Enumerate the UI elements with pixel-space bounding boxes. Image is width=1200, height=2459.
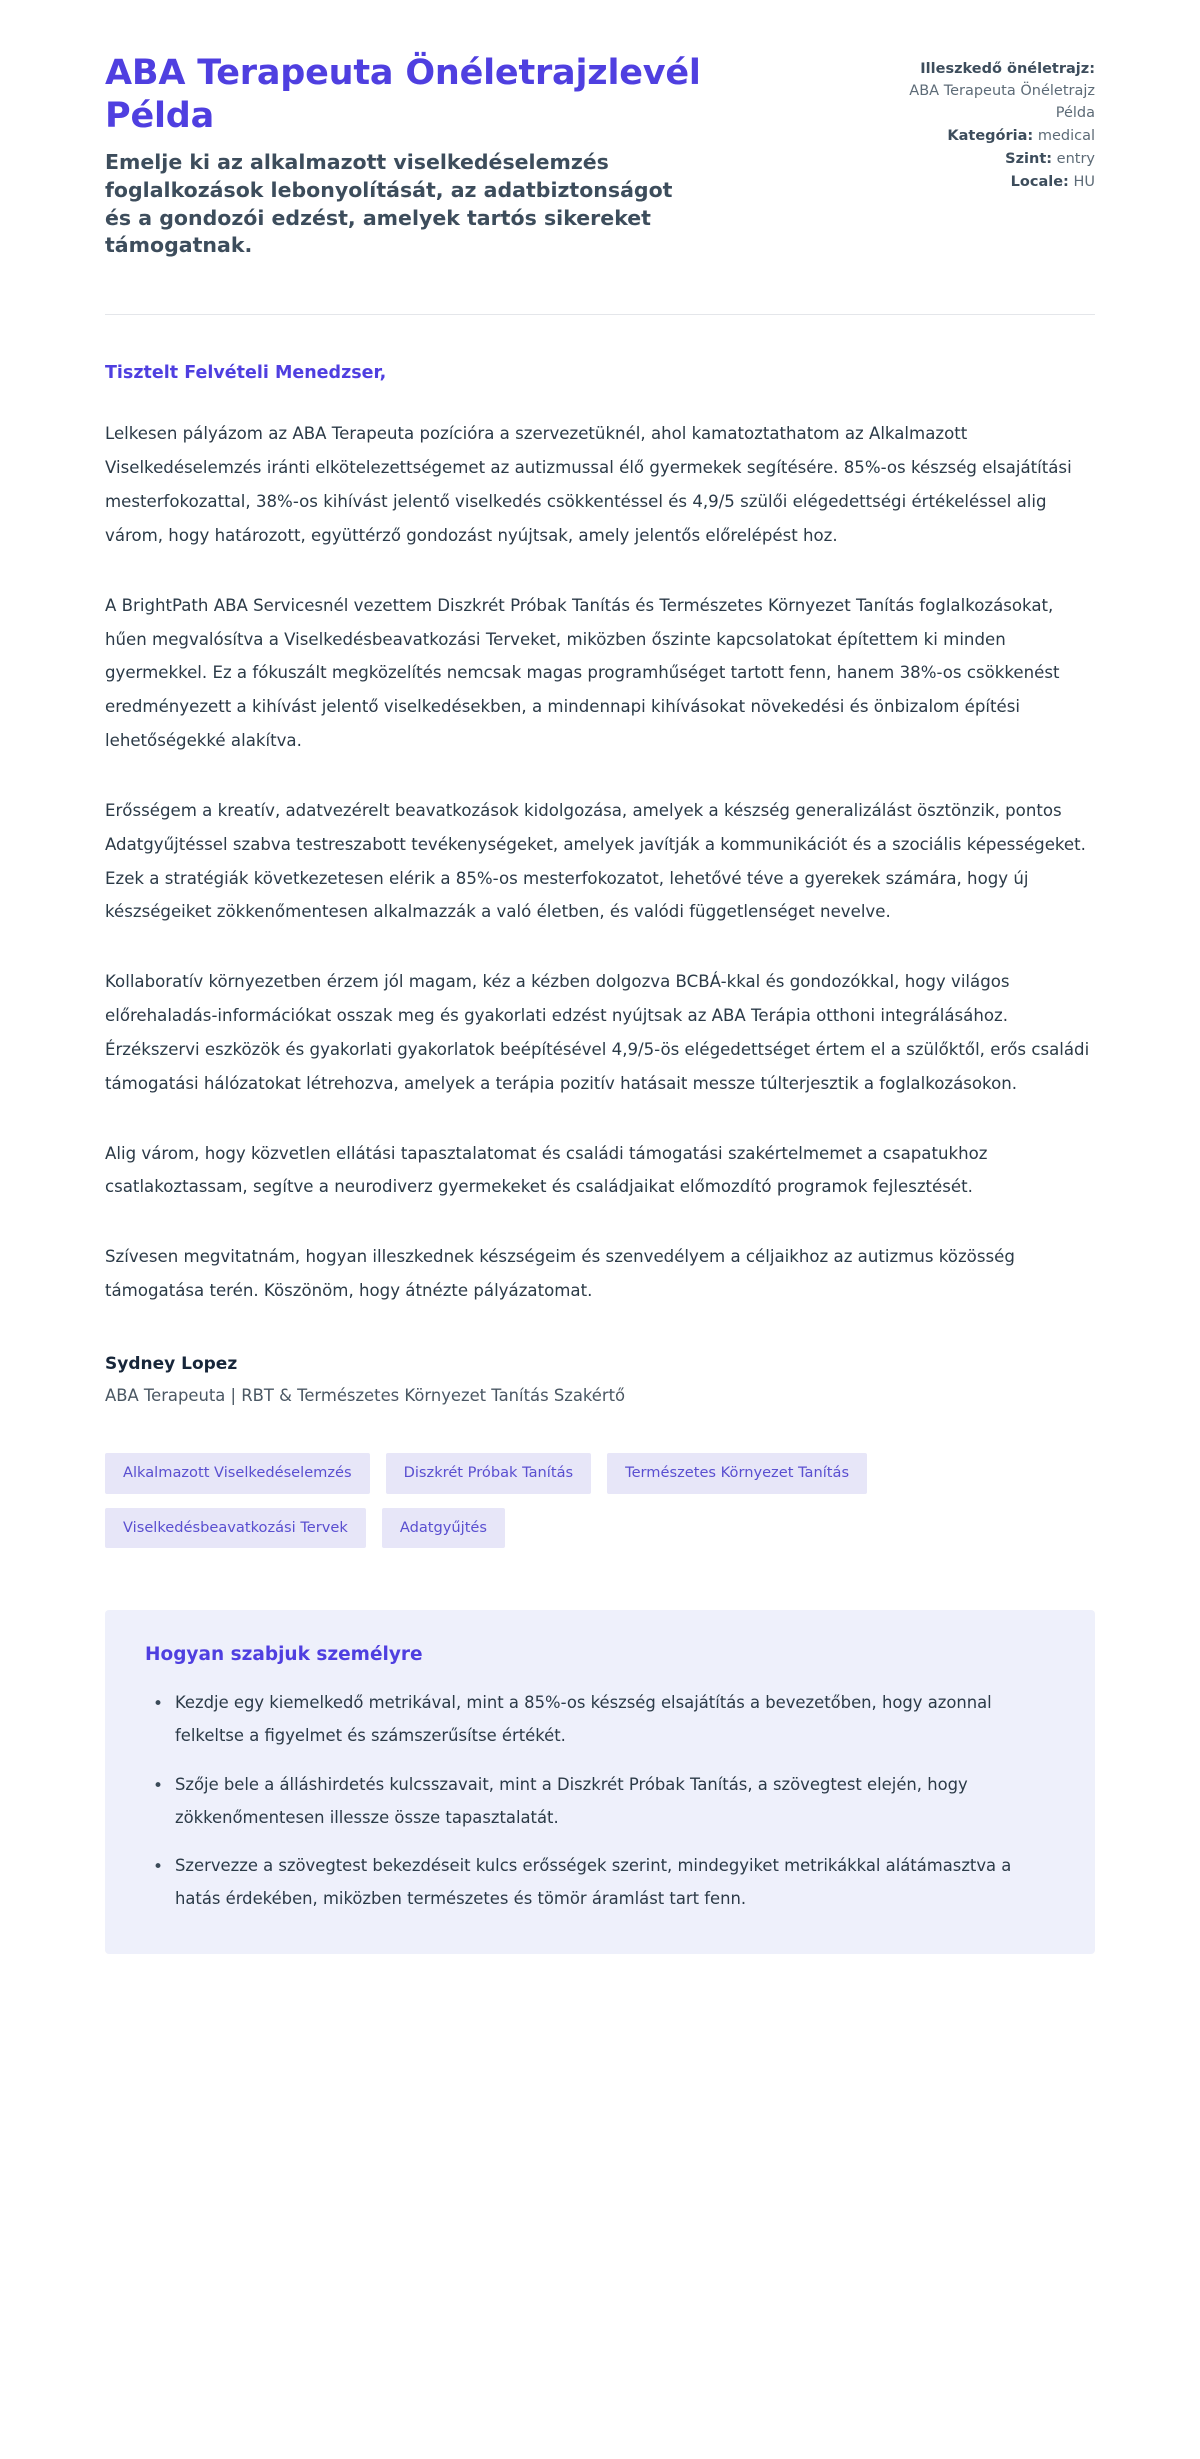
letter-paragraph: Lelkesen pályázom az ABA Terapeuta pozícióra a szervezetüknél, ahol kamatoztathatom az Alkalmazott Viselkedéselemzés iránti elkötelezettségemet az autizmussal élő gyermekek segítésére. 85%-os készség elsajátítási mesterfokozattal, 38%-os kihívást jelentő viselkedés csökkentéssel és 4,9/5 szülői elégedettségi értékeléssel alig várom, hogy határozott, együttérző gondozást nyújtsak, amely jelentős előrelépést hoz. [105,424,1072,545]
meta-matching-resume [895,58,1095,124]
skill-tag[interactable]: Viselkedésbeavatkozási Tervek [105,1508,366,1549]
document-metadata [895,52,1095,194]
signature-name: Sydney Lopez [105,1354,238,1374]
meta-locale [895,171,1095,193]
tips-list-item: • Szervezze a szövegtest bekezdéseit kulcs erősségek szerint, mindegyiket metrikákkal alátámasztva a hatás érdekében, miközben természetes és tömör áramlást tart fenn. [145,1850,1055,1916]
meta-locale-value: HU [1073,174,1095,191]
meta-matching-resume-label: Illeszkedő önéletrajz: [920,61,1095,77]
meta-level [895,148,1095,170]
letter-greeting: Tisztelt Felvételi Menedzser, [105,363,387,384]
meta-category-label: Kategória: [947,128,1034,145]
letter-paragraph: A BrightPath ABA Servicesnél vezettem Diszkrét Próbak Tanítás és Természetes Környezet Tanítás foglalkozásokat, hűen megvalósítva a Viselkedésbeavatkozási Terveket, miközben őszinte kapcsolatokat építettem ki minden gyermekkel. Ez a fókuszált megközelítés nemcsak magas programhűséget tartott fenn, hanem 38%-os csökkenést eredményezett a kihívást jelentő viselkedésekben, a mindennapi kihívásokat növekedési és önbizalom építési lehetőségekké alakítva. [105,595,1060,751]
tips-panel-title: Hogyan szabjuk személyre [145,1644,423,1666]
page-subtitle: Emelje ki az alkalmazott viselkedéselemzés foglalkozások lebonyolítását, az adatbiztonságot és a gondozói edzést, amelyek tartós sikereket támogatnak. [105,149,673,258]
meta-matching-resume-value: ABA Terapeuta Önéletrajz Példa [909,83,1095,122]
personalization-tips-panel [105,1610,1095,1954]
tips-list [145,1687,1055,1916]
tips-list-item: • Kezdje egy kiemelkedő metrikával, mint a 85%-os készség elsajátítás a bevezetőben, hogy azonnal felkeltse a figyelmet és számszerűsítse értékét. [145,1687,1055,1753]
skill-tag[interactable]: Természetes Környezet Tanítás [607,1453,867,1494]
tips-list-item: • Szője bele a álláshirdetés kulcsszavait, mint a Diszkrét Próbak Tanítás, a szövegtest elején, hogy zökkenőmentesen illessze össze tapasztalatát. [145,1769,1055,1835]
skill-tag[interactable]: Alkalmazott Viselkedéselemzés [105,1453,370,1494]
letter-paragraph: Alig várom, hogy közvetlen ellátási tapasztalatomat és családi támogatási szakértelmemet a csapatukhoz csatlakoztassam, segítve a neurodiverz gyermekeket és családjaikat előmozdító programok fejlesztését. [105,1143,988,1197]
page-title: ABA Terapeuta Önéletrajzlevél Példa [105,53,701,137]
letter-paragraph: Szívesen megvitatnám, hogyan illeszkednek készségeim és szenvedélyem a céljaikhoz az autizmus közösség támogatása terén. Köszönöm, hogy átnézte pályázatomat. [105,1247,1015,1301]
meta-level-value: entry [1056,151,1095,168]
skill-tag[interactable]: Adatgyűjtés [382,1508,505,1549]
meta-locale-label: Locale: [1010,174,1069,191]
header-title-block [105,52,795,260]
letter-paragraph: Kollaboratív környezetben érzem jól magam, kéz a kézben dolgozva BCBÁ-kkal és gondozókkal, hogy világos előrehaladás-információkat osszak meg és gyakorlati edzést nyújtsak az ABA Terápia otthoni integrálásához. Érzékszervi eszközök és gyakorlati gyakorlatok beépítésével 4,9/5-ös elégedettséget értem el a szülőktől, erős családi támogatási hálózatokat létrehozva, amelyek a terápia pozitív hatásait messze túlterjesztik a foglalkozásokon. [105,972,1090,1093]
letter-paragraph: Erősségem a kreatív, adatvezérelt beavatkozások kidolgozása, amelyek a készség generalizálást ösztönzik, pontos Adatgyűjtéssel szabva testreszabott tevékenységeket, amelyek javítják a kommunikációt és a szociális képességeket. Ezek a stratégiák következetesen elérik a 85%-os mesterfokozatot, lehetővé téve a gyerekek számára, hogy új készségeiket zökkenőmentesen alkalmazzák a való életben, és valódi függetlenséget nevelve. [105,800,1086,922]
meta-category-value: medical [1037,128,1095,145]
skill-tag[interactable]: Diszkrét Próbak Tanítás [386,1453,592,1494]
signature-role: ABA Terapeuta | RBT & Természetes Környezet Tanítás Szakértő [105,1386,626,1405]
meta-level-label: Szint: [1005,151,1053,168]
cover-letter-body [105,315,1095,1954]
skill-tag-list [105,1453,1005,1548]
signature-block [105,1354,1095,1405]
page-header [105,0,1095,260]
meta-category [895,125,1095,147]
